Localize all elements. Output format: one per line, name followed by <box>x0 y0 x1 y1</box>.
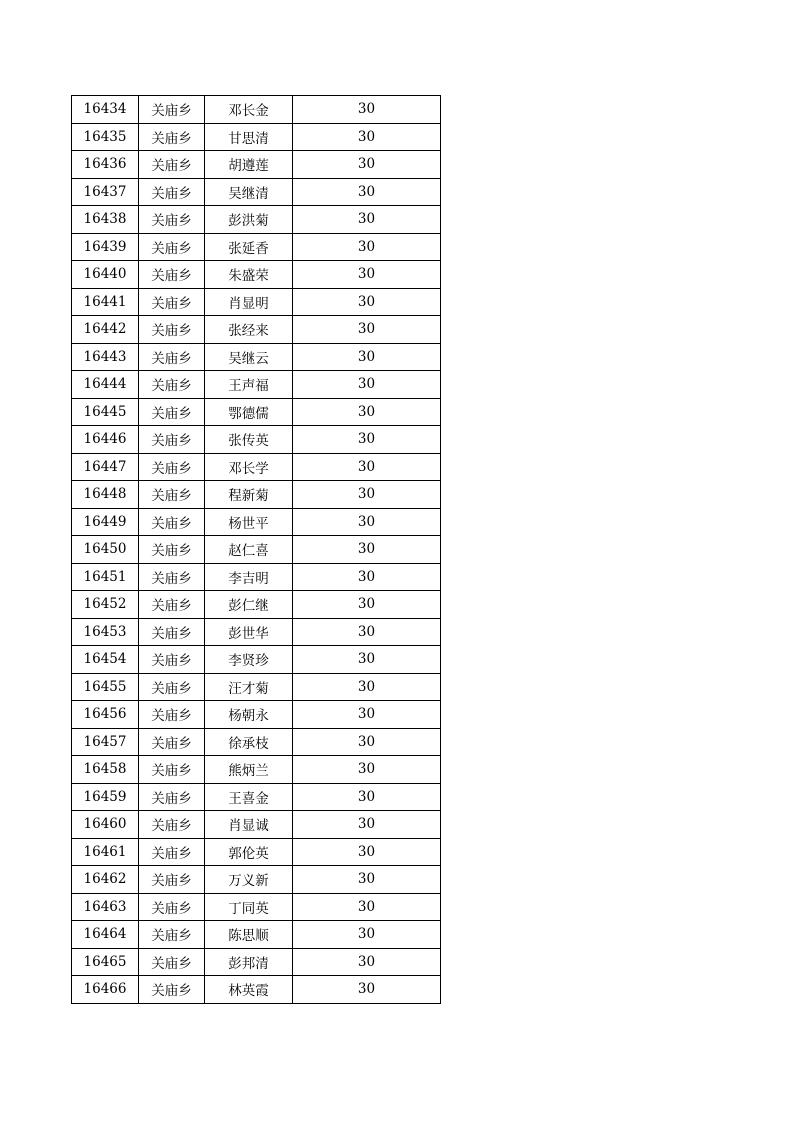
name-cell: 熊炳兰 <box>205 756 293 784</box>
row-id-cell: 16448 <box>72 481 139 509</box>
town-cell: 关庙乡 <box>139 783 205 811</box>
row-id-cell: 16438 <box>72 206 139 234</box>
name-cell: 杨世平 <box>205 508 293 536</box>
row-id-cell: 16460 <box>72 811 139 839</box>
town-cell: 关庙乡 <box>139 426 205 454</box>
amount-cell: 30 <box>293 261 441 289</box>
row-id-cell: 16441 <box>72 288 139 316</box>
name-cell: 郭伦英 <box>205 838 293 866</box>
town-cell: 关庙乡 <box>139 948 205 976</box>
amount-cell: 30 <box>293 893 441 921</box>
town-cell: 关庙乡 <box>139 206 205 234</box>
table-row <box>72 618 441 646</box>
name-cell: 林英霞 <box>205 976 293 1004</box>
table-row <box>72 206 441 234</box>
amount-cell: 30 <box>293 178 441 206</box>
name-cell: 赵仁喜 <box>205 536 293 564</box>
name-cell: 李贤珍 <box>205 646 293 674</box>
table-row <box>72 508 441 536</box>
town-cell: 关庙乡 <box>139 673 205 701</box>
name-cell: 邓长金 <box>205 96 293 124</box>
amount-cell: 30 <box>293 426 441 454</box>
name-cell: 彭邦清 <box>205 948 293 976</box>
amount-cell: 30 <box>293 866 441 894</box>
amount-cell: 30 <box>293 563 441 591</box>
town-cell: 关庙乡 <box>139 123 205 151</box>
amount-cell: 30 <box>293 96 441 124</box>
name-cell: 丁同英 <box>205 893 293 921</box>
town-cell: 关庙乡 <box>139 893 205 921</box>
name-cell: 鄂德儒 <box>205 398 293 426</box>
town-cell: 关庙乡 <box>139 96 205 124</box>
table-row <box>72 96 441 124</box>
amount-cell: 30 <box>293 976 441 1004</box>
amount-cell: 30 <box>293 536 441 564</box>
town-cell: 关庙乡 <box>139 838 205 866</box>
row-id-cell: 16457 <box>72 728 139 756</box>
town-cell: 关庙乡 <box>139 756 205 784</box>
town-cell: 关庙乡 <box>139 343 205 371</box>
town-cell: 关庙乡 <box>139 921 205 949</box>
name-cell: 朱盛荣 <box>205 261 293 289</box>
amount-cell: 30 <box>293 481 441 509</box>
table-row <box>72 151 441 179</box>
row-id-cell: 16459 <box>72 783 139 811</box>
amount-cell: 30 <box>293 591 441 619</box>
table-row <box>72 673 441 701</box>
table-row <box>72 921 441 949</box>
town-cell: 关庙乡 <box>139 508 205 536</box>
name-cell: 彭世华 <box>205 618 293 646</box>
row-id-cell: 16455 <box>72 673 139 701</box>
amount-cell: 30 <box>293 343 441 371</box>
row-id-cell: 16458 <box>72 756 139 784</box>
table-row <box>72 646 441 674</box>
table-row <box>72 756 441 784</box>
roster-table-body <box>72 96 441 1004</box>
row-id-cell: 16466 <box>72 976 139 1004</box>
table-row <box>72 783 441 811</box>
name-cell: 胡遵莲 <box>205 151 293 179</box>
table-row <box>72 261 441 289</box>
table-row <box>72 866 441 894</box>
table-row <box>72 728 441 756</box>
table-row <box>72 371 441 399</box>
row-id-cell: 16456 <box>72 701 139 729</box>
name-cell: 彭仁继 <box>205 591 293 619</box>
table-row <box>72 343 441 371</box>
amount-cell: 30 <box>293 288 441 316</box>
table-row <box>72 591 441 619</box>
amount-cell: 30 <box>293 371 441 399</box>
table-row <box>72 481 441 509</box>
name-cell: 张经来 <box>205 316 293 344</box>
name-cell: 陈思顺 <box>205 921 293 949</box>
name-cell: 王喜金 <box>205 783 293 811</box>
table-row <box>72 976 441 1004</box>
table-row <box>72 536 441 564</box>
amount-cell: 30 <box>293 701 441 729</box>
row-id-cell: 16435 <box>72 123 139 151</box>
town-cell: 关庙乡 <box>139 151 205 179</box>
town-cell: 关庙乡 <box>139 316 205 344</box>
row-id-cell: 16444 <box>72 371 139 399</box>
row-id-cell: 16434 <box>72 96 139 124</box>
row-id-cell: 16449 <box>72 508 139 536</box>
amount-cell: 30 <box>293 508 441 536</box>
amount-cell: 30 <box>293 123 441 151</box>
table-row <box>72 701 441 729</box>
name-cell: 李吉明 <box>205 563 293 591</box>
amount-cell: 30 <box>293 618 441 646</box>
row-id-cell: 16462 <box>72 866 139 894</box>
town-cell: 关庙乡 <box>139 261 205 289</box>
row-id-cell: 16463 <box>72 893 139 921</box>
name-cell: 张传英 <box>205 426 293 454</box>
amount-cell: 30 <box>293 398 441 426</box>
table-row <box>72 178 441 206</box>
name-cell: 吴继清 <box>205 178 293 206</box>
table-row <box>72 893 441 921</box>
town-cell: 关庙乡 <box>139 646 205 674</box>
amount-cell: 30 <box>293 646 441 674</box>
amount-cell: 30 <box>293 453 441 481</box>
name-cell: 王声福 <box>205 371 293 399</box>
town-cell: 关庙乡 <box>139 481 205 509</box>
town-cell: 关庙乡 <box>139 233 205 261</box>
table-row <box>72 426 441 454</box>
name-cell: 万义新 <box>205 866 293 894</box>
name-cell: 张延香 <box>205 233 293 261</box>
table-row <box>72 398 441 426</box>
row-id-cell: 16465 <box>72 948 139 976</box>
town-cell: 关庙乡 <box>139 728 205 756</box>
table-row <box>72 838 441 866</box>
amount-cell: 30 <box>293 206 441 234</box>
amount-cell: 30 <box>293 811 441 839</box>
table-row <box>72 123 441 151</box>
row-id-cell: 16451 <box>72 563 139 591</box>
town-cell: 关庙乡 <box>139 591 205 619</box>
town-cell: 关庙乡 <box>139 701 205 729</box>
row-id-cell: 16445 <box>72 398 139 426</box>
name-cell: 徐承枝 <box>205 728 293 756</box>
row-id-cell: 16447 <box>72 453 139 481</box>
amount-cell: 30 <box>293 233 441 261</box>
row-id-cell: 16453 <box>72 618 139 646</box>
table-row <box>72 948 441 976</box>
row-id-cell: 16464 <box>72 921 139 949</box>
name-cell: 甘思清 <box>205 123 293 151</box>
table-row <box>72 811 441 839</box>
table-row <box>72 563 441 591</box>
amount-cell: 30 <box>293 756 441 784</box>
town-cell: 关庙乡 <box>139 563 205 591</box>
table-row <box>72 453 441 481</box>
name-cell: 吴继云 <box>205 343 293 371</box>
name-cell: 汪才菊 <box>205 673 293 701</box>
town-cell: 关庙乡 <box>139 618 205 646</box>
name-cell: 彭洪菊 <box>205 206 293 234</box>
row-id-cell: 16442 <box>72 316 139 344</box>
town-cell: 关庙乡 <box>139 288 205 316</box>
amount-cell: 30 <box>293 838 441 866</box>
amount-cell: 30 <box>293 948 441 976</box>
row-id-cell: 16437 <box>72 178 139 206</box>
row-id-cell: 16452 <box>72 591 139 619</box>
name-cell: 杨朝永 <box>205 701 293 729</box>
table-row <box>72 288 441 316</box>
row-id-cell: 16439 <box>72 233 139 261</box>
town-cell: 关庙乡 <box>139 976 205 1004</box>
amount-cell: 30 <box>293 783 441 811</box>
town-cell: 关庙乡 <box>139 398 205 426</box>
amount-cell: 30 <box>293 728 441 756</box>
row-id-cell: 16461 <box>72 838 139 866</box>
table-row <box>72 233 441 261</box>
amount-cell: 30 <box>293 921 441 949</box>
town-cell: 关庙乡 <box>139 866 205 894</box>
name-cell: 邓长学 <box>205 453 293 481</box>
name-cell: 肖显明 <box>205 288 293 316</box>
town-cell: 关庙乡 <box>139 811 205 839</box>
town-cell: 关庙乡 <box>139 371 205 399</box>
name-cell: 程新菊 <box>205 481 293 509</box>
row-id-cell: 16446 <box>72 426 139 454</box>
town-cell: 关庙乡 <box>139 178 205 206</box>
row-id-cell: 16450 <box>72 536 139 564</box>
amount-cell: 30 <box>293 151 441 179</box>
town-cell: 关庙乡 <box>139 453 205 481</box>
row-id-cell: 16436 <box>72 151 139 179</box>
table-row <box>72 316 441 344</box>
row-id-cell: 16440 <box>72 261 139 289</box>
name-cell: 肖显诚 <box>205 811 293 839</box>
town-cell: 关庙乡 <box>139 536 205 564</box>
row-id-cell: 16454 <box>72 646 139 674</box>
row-id-cell: 16443 <box>72 343 139 371</box>
roster-table <box>71 95 441 1004</box>
amount-cell: 30 <box>293 316 441 344</box>
amount-cell: 30 <box>293 673 441 701</box>
